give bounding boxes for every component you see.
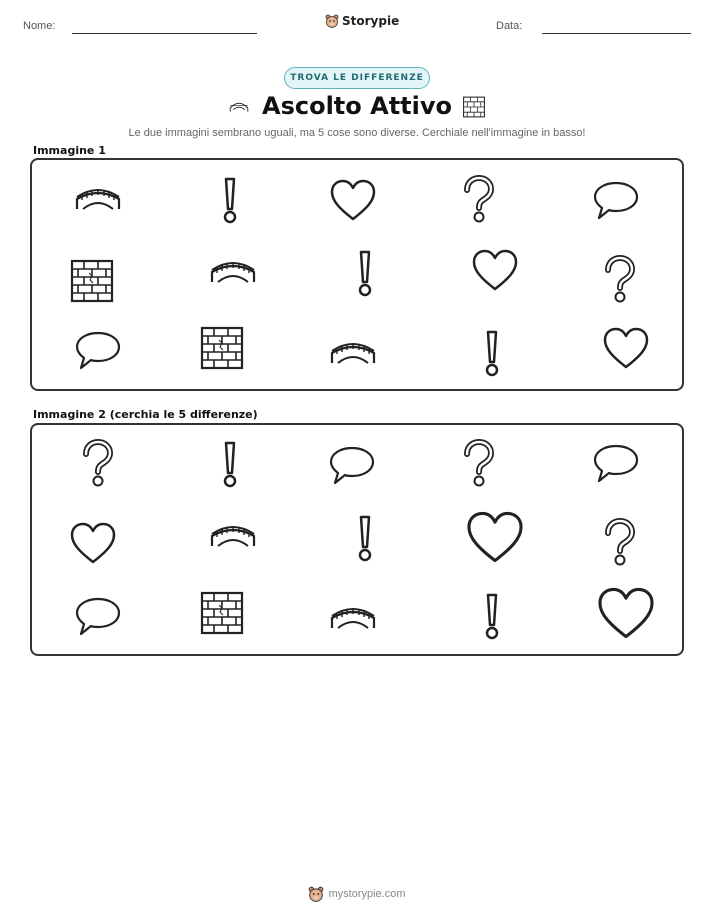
question-icon[interactable] — [594, 518, 644, 568]
brick-wall-icon — [461, 94, 487, 120]
page-title: Ascolto Attivo — [262, 92, 452, 120]
footer-url[interactable]: mystorypie.com — [328, 888, 406, 900]
exclamation-icon[interactable] — [340, 248, 390, 298]
brand-logo — [325, 14, 399, 28]
brick-wall-icon[interactable] — [67, 256, 117, 306]
image1-label: Immagine 1 — [33, 144, 106, 157]
bear-icon — [325, 14, 339, 28]
question-icon[interactable] — [72, 439, 122, 489]
heart-icon[interactable] — [601, 323, 651, 373]
date-field[interactable] — [542, 33, 691, 34]
image1-panel — [30, 158, 684, 391]
heart-icon-large[interactable] — [595, 582, 657, 644]
exclamation-icon[interactable] — [205, 175, 255, 225]
footer — [0, 886, 714, 902]
activity-tag: TROVA LE DIFFERENZE — [284, 67, 430, 89]
bridge-icon[interactable] — [328, 594, 378, 644]
date-label: Data: — [496, 20, 523, 32]
heart-icon[interactable] — [328, 175, 378, 225]
heart-icon-large[interactable] — [464, 506, 526, 568]
image2-label: Immagine 2 (cerchia le 5 differenze) — [33, 408, 258, 421]
brick-wall-icon[interactable] — [197, 323, 247, 373]
bear-icon — [308, 886, 324, 902]
image2-panel — [30, 423, 684, 656]
bridge-icon[interactable] — [208, 248, 258, 298]
question-icon[interactable] — [594, 255, 644, 305]
bridge-icon[interactable] — [328, 329, 378, 379]
heart-icon[interactable] — [470, 245, 520, 295]
exclamation-icon[interactable] — [467, 328, 517, 378]
exclamation-icon[interactable] — [205, 439, 255, 489]
exclamation-icon[interactable] — [340, 513, 390, 563]
speech-bubble-icon[interactable] — [591, 438, 641, 488]
exclamation-icon[interactable] — [467, 591, 517, 641]
question-icon[interactable] — [453, 175, 503, 225]
speech-bubble-icon[interactable] — [327, 440, 377, 490]
brand-name: Storypie — [342, 14, 400, 28]
speech-bubble-icon[interactable] — [73, 591, 123, 641]
question-icon[interactable] — [453, 439, 503, 489]
name-label: Nome: — [23, 20, 56, 32]
instructions: Le due immagini sembrano uguali, ma 5 cose sono diverse. Cerchiale nell'immagine in basso! — [128, 127, 586, 139]
name-field[interactable] — [72, 33, 257, 34]
speech-bubble-icon[interactable] — [73, 325, 123, 375]
bridge-icon[interactable] — [208, 512, 258, 562]
brick-wall-icon[interactable] — [197, 588, 247, 638]
speech-bubble-icon[interactable] — [591, 175, 641, 225]
heart-icon[interactable] — [68, 518, 118, 568]
bridge-icon[interactable] — [73, 175, 123, 225]
